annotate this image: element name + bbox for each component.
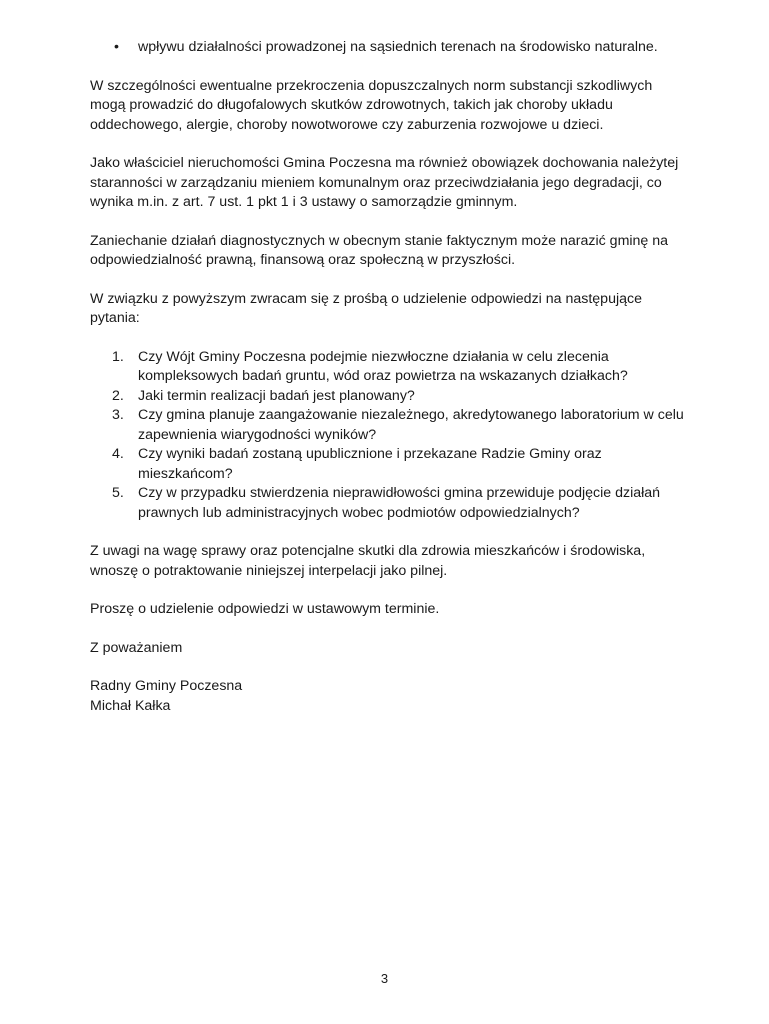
question-item (90, 445, 690, 484)
question-text: Czy w przypadku stwierdzenia nieprawidłowości gmina przewiduje podjęcie działań prawnych lub administracyjnych wobec podmiotów odpowiedzialnych? (138, 485, 661, 521)
question-item (90, 484, 690, 523)
paragraph-liability: Zaniechanie działań diagnostycznych w obecnym stanie faktycznym może narazić gminę na odpowiedzialność prawną, finansową oraz społeczną w przyszłości. (90, 232, 669, 268)
question-number: 2. (112, 387, 124, 404)
question-text: Jaki termin realizacji badań jest planowany? (138, 387, 415, 404)
signature-name: Michał Kałka (90, 697, 171, 714)
bullet-item (90, 38, 690, 58)
question-item (90, 406, 690, 445)
document-body (90, 38, 690, 716)
question-number: 4. (112, 446, 124, 462)
page-number: 3 (380, 971, 389, 986)
signature-block (90, 677, 690, 716)
bullet-text: wpływu działalności prowadzonej na sąsiednich terenach na środowisko naturalne. (138, 39, 658, 55)
question-text: Czy Wójt Gminy Poczesna podejmie niezwłoczne działania w celu zlecenia kompleksowych badań gruntu, wód oraz powietrza na wskazanych działkach? (138, 348, 628, 384)
question-number: 1. (112, 348, 124, 365)
question-number: 3. (112, 407, 124, 423)
signature-role: Radny Gminy Poczesna (90, 678, 243, 694)
paragraph-urgency: Z uwagi na wagę sprawy oraz potencjalne skutki dla zdrowia mieszkańców i środowiska, wnoszę o potraktowanie niniejszej interpelacji jako pilnej. (90, 543, 646, 579)
paragraph-health-risks: W szczególności ewentualne przekroczenia dopuszczalnych norm substancji szkodliwych mogą prowadzić do długofalowych skutków zdrowotnych, takich jak choroby układu oddechowego, alergie, choroby nowotworowe czy zaburzenia rozwojowe u dzieci. (90, 77, 653, 133)
bullet-block (90, 38, 690, 58)
question-text: Czy wyniki badań zostaną upublicznione i przekazane Radzie Gminy oraz mieszkańcom? (138, 446, 602, 482)
bullet-icon: • (114, 39, 119, 55)
question-item (90, 387, 690, 407)
question-text: Czy gmina planuje zaangażowanie niezależnego, akredytowanego laboratorium w celu zapewnienia wiarygodności wyników? (138, 407, 684, 443)
bullet-list (90, 38, 690, 58)
paragraph-request-intro: W związku z powyższym zwracam się z prośbą o udzielenie odpowiedzi na następujące pytania: (90, 290, 642, 326)
questions-list (90, 348, 690, 524)
question-number: 5. (112, 485, 124, 501)
paragraph-deadline: Proszę o udzielenie odpowiedzi w ustawowym terminie. (90, 601, 440, 617)
question-item (90, 348, 690, 387)
paragraph-owner-duty: Jako właściciel nieruchomości Gmina Poczesna ma również obowiązek dochowania należytej staranności w zarządzaniu mieniem komunalnym oraz przeciwdziałania jego degradacji, co wynika m.in. z art. 7 ust. 1 pkt 1 i 3 ustawy o samorządzie gminnym. (90, 155, 679, 210)
paragraph-regards: Z poważaniem (90, 639, 183, 656)
